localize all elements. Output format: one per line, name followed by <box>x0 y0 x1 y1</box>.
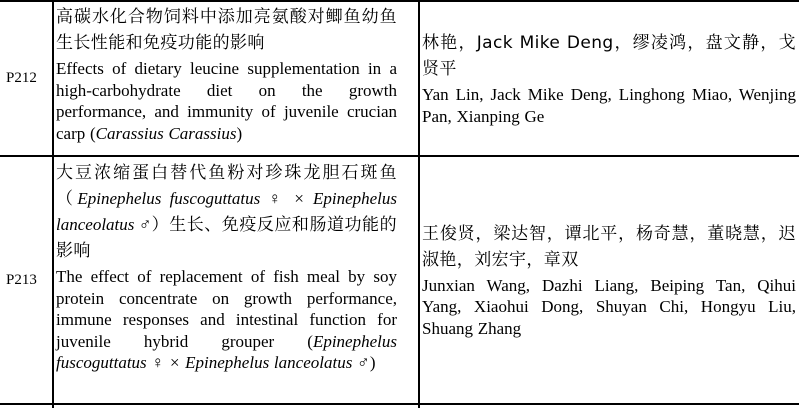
row-id-cell <box>6 157 52 403</box>
title-zh-text-end: ）生长、免疫反应和肠道功能的影响 <box>56 215 397 261</box>
author-cell <box>422 2 796 155</box>
authors-zh: 王俊贤，梁达智，谭北平，杨奇慧，董晓慧，迟淑艳，刘宏宇，章双 <box>422 223 796 270</box>
title-en-close: ) <box>369 353 376 372</box>
title-en-text: The effect of replacement of fish meal by soy protein concentrate on growth performance, immune responses and intestinal function for juvenile hybrid grouper ( <box>56 267 397 351</box>
title-en <box>56 58 397 144</box>
row-id-cell <box>6 2 52 155</box>
author-cell <box>422 157 796 403</box>
authors-en: Yan Lin, Jack Mike Deng, Linghong Miao, Wenjing Pan, Xianping Ge <box>422 85 796 126</box>
title-en-text: Effects of dietary leucine supplementation in a high-carbohydrate diet on the growth performance, and immunity of juvenile crucian carp ( <box>56 59 397 143</box>
title-zh <box>56 160 397 264</box>
column-divider <box>418 0 420 408</box>
title-en <box>56 266 397 374</box>
species-name: Epinephelus fuscoguttatus ♀ × Epinephelus lanceolatus ♂ <box>56 189 397 234</box>
title-en-close: ) <box>236 123 243 143</box>
row-id: P212 <box>6 70 37 86</box>
row-divider <box>0 403 799 405</box>
row-id: P213 <box>6 271 37 288</box>
authors-zh: 林艳，Jack Mike Deng，缪凌鸿，盘文静，戈贤平 <box>422 33 796 79</box>
title-cell <box>56 160 399 374</box>
column-divider <box>52 0 54 408</box>
authors-en: Junxian Wang, Dazhi Liang, Beiping Tan, Qihui Yang, Xiaohui Dong, Shuyan Chi, Hongyu Liu, Shuang Zhang <box>422 275 796 338</box>
species-name: Carassius Carassius <box>95 123 237 143</box>
title-zh: 高碳水化合物饲料中添加亮氨酸对鲫鱼幼鱼生长性能和免疫功能的影响 <box>56 7 397 53</box>
species-name: Epinephelus fuscoguttatus ♀ × Epinephelus lanceolatus ♂ <box>56 331 397 372</box>
title-zh-text: 大豆浓缩蛋白替代鱼粉对珍珠龙胆石斑鱼（ <box>56 163 397 209</box>
title-cell <box>56 4 399 144</box>
